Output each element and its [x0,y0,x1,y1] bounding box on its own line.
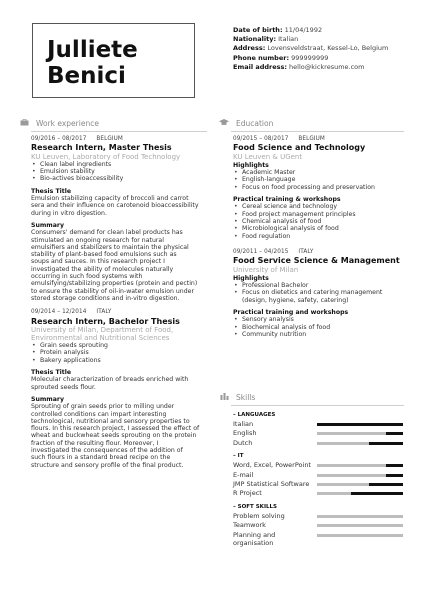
training-label: Practical training and workshops [233,308,349,316]
job-1 [31,136,207,302]
education-1 [233,136,405,240]
skill-level-bar [317,483,403,486]
list-item: • Cereal science and technology [233,203,405,210]
skill-level-bar [317,423,403,426]
briefcase-icon [18,119,30,128]
skills-bars-icon [218,392,230,402]
job-date: 09/2016 – 08/2017 [31,136,87,142]
list-item: • Focus on dietetics and catering management (design, hygiene, safety, catering) [233,289,405,304]
skill-row: Teamwork [233,521,403,530]
training-list [233,316,405,338]
skills-group-soft: – SOFT SKILLS [233,503,277,510]
skill-row: Dutch [233,439,403,448]
list-item: • Microbiological analysis of food [233,225,405,232]
job-2 [31,309,207,469]
skill-level-fill [351,492,403,495]
highlights-label: Highlights [233,161,269,169]
summary-text: Consumers' demand for clean label products has stimulated an ongoing research for natural emulsifiers and stabilizers to maintain the physical stability of plant-based food emulsions such as soups and sauces. In this research project I investigated the ability of molecules naturally occurring in such food systems with emulsifying/stabilizing properties (protein and pectin) to ensure the stability of oil-in-water emulsion under stored storage conditions and in-vitro digestion. [31,229,198,302]
name-box [32,23,195,98]
institution: University of Milan [233,265,299,274]
skill-row: Problem solving [233,512,403,521]
work-experience-heading: Work experience [18,118,99,128]
skill-level-bar [317,534,403,537]
thesis-title-text: Emulsion stabilizing capacity of broccoli and carrot sera and their influence on carotenoid bioaccessibility during in vitro digestion. [31,195,199,217]
summary-text: Sprouting of grain seeds prior to milling under controlled conditions can impart interesting technological, nutritional and sensory properties to flours. In this research project, I assessed the effect of wheat and buckwheat seeds sprouting on the protein fraction of the resulting flour. Moreover, I investigated the consequences of the addition of such flours in a standard bread recipe on the structure and sensory profile of the final product. [31,403,200,469]
list-item: • Biochemical analysis of food [233,324,405,331]
list-item: • English-language [233,176,405,183]
highlights-label: Highlights [233,274,269,282]
skill-level-fill [317,423,403,426]
skill-level-bar [317,524,403,527]
list-item: • Academic Master [233,169,405,176]
list-item: • Community nutrition [233,331,405,338]
education-2 [233,249,405,338]
work-experience-column [31,136,207,469]
list-item: • Emulsion stability [31,168,207,175]
list-item: • Chemical analysis of food [233,218,405,225]
skills-heading: Skills [218,392,255,402]
edu-date: 09/2011 – 04/2015 [233,248,289,255]
education-heading: Education [218,118,273,128]
phone-value: 999999999 [291,53,329,62]
dob-value: 11/04/1992 [284,26,323,34]
summary-label: Summary [31,395,65,403]
skill-level-bar [317,515,403,518]
edu-country: ITALY [298,248,314,255]
skill-level-fill [369,442,403,445]
job-bullets [31,342,207,364]
skills-group-it: – IT [233,453,244,460]
job-country: BELGIUM [96,136,123,142]
phone-row: Phone number: 999999999 [233,53,329,62]
skill-level-bar [317,492,403,495]
skill-level-fill [386,474,403,477]
job-country: ITALY [96,309,112,316]
highlights-list [233,169,405,191]
edu-date: 09/2015 – 08/2017 [233,136,289,142]
skills-column [233,407,403,548]
skill-level-bar [317,442,403,445]
address-value: Lovensveldstraat, Kessel-Lo, Belgium [267,44,389,53]
skill-row: R Project [233,489,403,498]
skill-level-fill [386,432,403,435]
skill-level-bar [317,464,403,467]
list-item: • Grain seeds sprouting [31,342,207,349]
personal-info [233,26,388,72]
training-list [233,203,405,239]
thesis-title-label: Thesis Title [31,187,72,195]
skill-row: Planning and organisation [233,531,403,548]
thesis-title-text: Molecular characterization of breads enriched with sprouted seeds flour. [31,376,189,391]
training-label: Practical training & workshops [233,196,341,204]
nationality-value: Italian [278,35,299,44]
email-row: Email address: hello@kickresume.com [233,62,365,71]
degree-title: Food Science and Technology [233,143,366,153]
list-item: • Protein analysis [31,349,207,356]
graduation-cap-icon [218,119,230,128]
skill-row: E-mail [233,471,403,480]
list-item: • Food project management principles [233,211,405,218]
last-name: Benici [47,63,126,89]
job-organization: KU Leuven, Laboratory of Food Technology [31,152,181,161]
skill-row: Word, Excel, PowerPoint [233,461,403,470]
highlights-list [233,282,405,304]
list-item: • Bakery applications [31,357,207,364]
list-item: • Clean label ingredients [31,161,207,168]
job-bullets [31,161,207,183]
skill-row: Italian [233,420,403,429]
list-item: • Sensory analysis [233,316,405,323]
list-item: • Bio-actives bioaccessibility [31,175,207,182]
education-column [233,136,405,338]
work-divider [31,131,207,132]
job-title: Research Intern, Bachelor Thesis [31,316,180,326]
address-row: Address: Lovensveldstraat, Kessel-Lo, Belgium [233,44,389,53]
list-item: • Focus on food processing and preservation [233,184,405,191]
skill-level-fill [386,464,403,467]
skills-group-languages: – LANGUAGES [233,412,276,418]
skill-level-bar [317,432,403,435]
nationality-row: Nationality: Italian [233,35,299,44]
skill-row: English [233,429,403,438]
education-divider [231,131,404,132]
thesis-title-label: Thesis Title [31,369,72,377]
edu-country: BELGIUM [298,136,325,142]
first-name: Julliete [47,37,138,63]
email-value: hello@kickresume.com [289,62,365,71]
list-item: • Food regulation [233,233,405,240]
job-organization: University of Milan, Department of Food, Environmental and Nutritional Sciences [31,326,174,343]
dob-row: Date of birth: 11/04/1992 [233,26,323,34]
job-date: 09/2014 – 12/2014 [31,309,87,316]
list-item: • Professional Bachelor [233,282,405,289]
skills-divider [231,405,404,406]
skill-row: JMP Statistical Software [233,480,403,489]
institution: KU Leuven & UGent [233,152,303,161]
summary-label: Summary [31,221,65,229]
skill-level-fill [369,483,403,486]
job-title: Research Intern, Master Thesis [31,143,172,153]
skill-level-bar [317,474,403,477]
degree-title: Food Service Science & Management [233,256,400,266]
